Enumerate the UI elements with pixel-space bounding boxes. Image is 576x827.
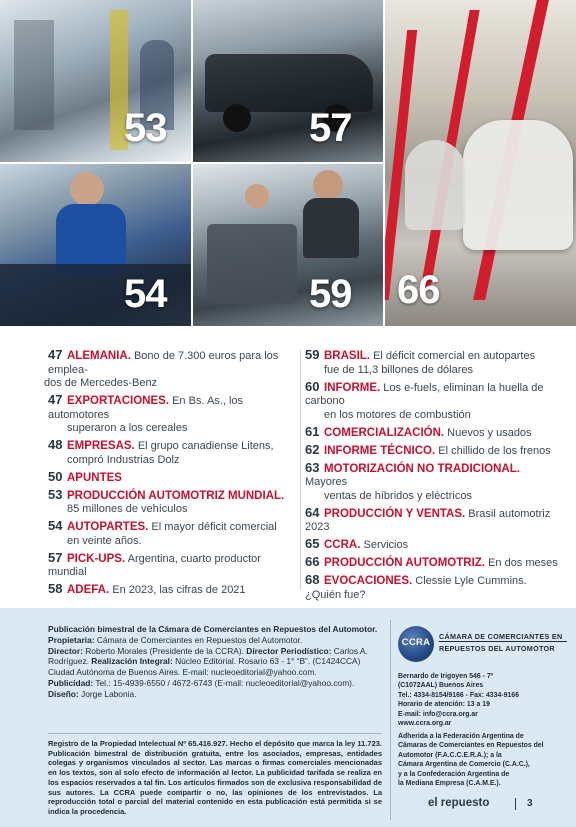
contact-hours: Horario de atención: 13 a 19 (398, 701, 490, 709)
photo-decor (303, 198, 359, 258)
page-number-label: 57 (309, 106, 352, 150)
toc-page-number: 60 (305, 378, 320, 394)
page-number-label: 59 (309, 272, 352, 316)
toc-description-cont: superaron a los cereales (67, 422, 188, 434)
photo-assembly-line-53[interactable] (0, 0, 191, 162)
integral-cont-line: Ciudad Autónoma de Buenos Aires. E-mail: nucleoeditorial@yahoo.com. (48, 667, 317, 678)
toc-entry[interactable] (305, 380, 563, 423)
toc-page-number: 65 (305, 536, 320, 551)
toc-title: INFORME. (324, 381, 381, 394)
contact-email-link[interactable]: E-mail: info@ccra.org.ar (398, 710, 478, 718)
toc-entry[interactable] (305, 461, 563, 504)
ads-label: Publicidad: (48, 677, 94, 688)
toc-entry[interactable] (48, 551, 298, 580)
periodistic-director-label: Director Periodístico: (246, 645, 332, 656)
page-number-label: 53 (124, 106, 167, 150)
toc-page-number: 47 (48, 392, 63, 407)
design-value: Jorge Labonia. (81, 688, 137, 699)
toc-entry[interactable] (48, 470, 298, 486)
toc-title: ADEFA. (67, 584, 110, 596)
toc-description: Mayores (305, 476, 348, 488)
toc-description-cont: en veinte años. (67, 534, 142, 547)
toc-page-number: 62 (305, 441, 320, 457)
toc-description: El grupo canadiense Litens, (137, 440, 274, 452)
toc-title: EMPRESAS. (67, 440, 135, 452)
ccra-logo-icon (398, 626, 434, 662)
toc-title: PRODUCCIÓN AUTOMOTRIZ MUNDIAL. (67, 489, 285, 502)
toc-description: Bono de 7.300 euros para los emplea- (48, 350, 279, 376)
ads-line (48, 678, 384, 689)
toc-entry[interactable] (48, 393, 298, 436)
toc-title: PRODUCCIÓN AUTOMOTRIZ. (324, 557, 485, 569)
toc-title: BRASIL. (324, 350, 370, 362)
affiliations (398, 732, 568, 788)
director-label: Director: (48, 645, 83, 656)
photo-decor (245, 184, 269, 208)
toc-title: EVOCACIONES. (324, 575, 413, 587)
toc-entry[interactable] (305, 537, 563, 553)
footer-divider (48, 733, 382, 734)
toc-title: CCRA. (324, 539, 361, 551)
page-number-label: 54 (124, 272, 167, 316)
toc-page-number: 68 (305, 572, 320, 587)
photo-decor (70, 172, 104, 206)
toc-entry[interactable] (305, 573, 563, 602)
toc-page-number: 47 (48, 347, 63, 362)
footer-vertical-divider (390, 620, 391, 820)
logo-rule (439, 641, 567, 642)
owner-value: Cámara de Comerciantes en Repuestos del Automotor. (96, 634, 303, 645)
toc-description-cont: dos de Mercedes-Benz (44, 377, 158, 389)
toc-page-number: 64 (305, 504, 320, 520)
toc-description-cont: fue de 11,3 billones de dólares (324, 363, 474, 376)
toc-description-cont: en los motores de combustión (324, 408, 471, 421)
toc-title: ALEMANIA. (67, 350, 131, 362)
ads-value: Tel.: 15-4939-6550 / 4672-6743 (E-mail: nucleoeditorial@yahoo.com). (95, 677, 355, 688)
toc-column-right (305, 348, 563, 605)
toc-title: AUTOPARTES. (67, 521, 149, 533)
toc-description: En Bs. As., los automotores (48, 395, 244, 421)
logo-acronym: CCRA (401, 637, 431, 648)
toc-title: MOTORIZACIÓN NO TRADICIONAL. (324, 462, 520, 475)
photo-car-line-66[interactable] (385, 0, 576, 326)
photo-decor (207, 224, 297, 304)
toc-entry[interactable] (305, 425, 563, 441)
page-number-label: 66 (397, 268, 440, 312)
affiliation-line: Cámara Argentina de Comercio (C.A.C.), (398, 761, 530, 769)
integral-label: Realización Integral: (91, 656, 173, 667)
owner-line (48, 635, 384, 646)
toc-description-cont: 85 millones de vehículos (67, 503, 188, 515)
toc-page-number: 61 (305, 423, 320, 439)
ccra-logo[interactable] (398, 626, 568, 662)
toc-page-number: 57 (48, 549, 63, 565)
toc-column-left (44, 347, 298, 600)
photo-decor (205, 54, 373, 112)
toc-entry[interactable] (44, 347, 298, 391)
director-value: Roberto Morales (Presidente de la CCRA). (85, 645, 244, 656)
masthead-footer (0, 608, 576, 827)
toc-page-number: 53 (48, 486, 63, 502)
toc-description: El déficit comercial en autopartes (373, 350, 536, 362)
contact-info (398, 672, 568, 728)
photo-decor (14, 20, 54, 130)
page-number: 3 (527, 798, 533, 809)
affiliation-line: Adherida a la Federación Argentina de (398, 733, 524, 740)
toc-description-cont: compró Industrias Dolz (67, 453, 180, 466)
photo-decor (313, 170, 343, 200)
toc-entry[interactable] (48, 488, 298, 517)
toc-entry[interactable] (48, 582, 298, 598)
periodistic-director-cont: Rodríguez. (48, 656, 89, 667)
toc-page-number: 54 (48, 518, 63, 533)
toc-title: PRODUCCIÓN Y VENTAS. (324, 507, 466, 520)
contact-phones: Tel.: 4334-8154/9166 - Fax: 4334-9166 (398, 691, 519, 699)
logo-line-1: CÁMARA DE COMERCIANTES EN (439, 632, 563, 641)
toc-description: Los e-fuels, eliminan la huella de carbono (305, 381, 544, 407)
toc-page-number: 63 (305, 459, 320, 475)
logo-line-2: REPUESTOS DEL AUTOMOTOR (439, 644, 555, 653)
affiliation-line: Automotor (F.A.C.C.E.R.A.); a la (398, 751, 502, 759)
design-line (48, 689, 384, 700)
toc-entry[interactable] (48, 438, 298, 467)
toc-title: INFORME TÉCNICO. (324, 444, 436, 457)
legal-notice: Registro de la Propiedad Intelectual Nº 65.416.927. Hecho el depósito que marca la ley 11.723. Publicación bimestral de distribución gratuita, entre los asociados, empresas, entidades colegas y organismos vinculados al sector. Las marcas o firmas comerciales mencionadas en los textos, son al solo efecto de información al lector. La publicidad tarifada se realiza en los espacios reservados a tal fin. Los artículos firmados son de exclusiva responsabilidad de sus autores. La CCRA puede compartir o no, las opiniones de los entrevistados. La reproducción total o parcial del material contenido en esta publicación está permitida si se indica la procedencia. (48, 739, 382, 816)
photo-pickup-assembly-57[interactable] (193, 0, 383, 162)
toc-title: EXPORTACIONES. (67, 395, 170, 407)
publication-heading: Publicación bimestral de la Cámara de Comerciantes en Repuestos del Automotor. (48, 624, 378, 634)
photo-engine-assembly-59[interactable] (193, 164, 383, 326)
toc-entry[interactable] (305, 443, 563, 459)
contact-address: Bernardo de Irigoyen 546 - 7º (398, 673, 494, 680)
toc-page-number: 50 (48, 468, 63, 484)
brand-separator (515, 798, 516, 810)
owner-label: Propietaria: (48, 634, 95, 645)
affiliation-line: la Mediana Empresa (C.A.M.E.). (398, 780, 501, 788)
logo-wordmark (439, 632, 562, 653)
magazine-brand: el repuesto (428, 797, 490, 809)
toc-description: Argentina, cuarto productor mundial (48, 552, 261, 578)
design-label: Diseño: (48, 688, 79, 699)
toc-description: El chillido de los frenos (438, 444, 551, 457)
photo-mosaic (0, 0, 576, 326)
toc-title: PICK-UPS. (67, 552, 126, 565)
toc-title: APUNTES (67, 471, 122, 484)
toc-description: Nuevos y usados (447, 426, 532, 439)
toc-page-number: 59 (305, 347, 320, 362)
integral-value: Núcleo Editorial. Rosario 63 - 1° “B”. (C1424CCA) (175, 656, 361, 667)
toc-entry[interactable] (305, 555, 563, 571)
toc-page-number: 48 (48, 437, 63, 452)
toc-description: Clessie Lyle Cummins. ¿Quién fue? (305, 575, 527, 601)
photo-worker-parts-54[interactable] (0, 164, 191, 326)
photo-decor (405, 140, 465, 230)
toc-title: COMERCIALIZACIÓN. (324, 426, 445, 439)
director-line (48, 646, 384, 657)
integral-line (48, 656, 384, 667)
toc-description: Servicios (363, 539, 409, 551)
toc-description: En dos meses (488, 557, 558, 569)
toc-entry[interactable] (48, 519, 298, 548)
toc-description: En 2023, las cifras de 2021 (112, 584, 246, 596)
toc-entry[interactable] (305, 506, 563, 535)
affiliation-line: Cámaras de Comerciantes en Repuestos del (398, 742, 544, 750)
index-divider (300, 350, 301, 590)
toc-page-number: 58 (48, 581, 63, 596)
photo-decor (223, 104, 251, 132)
toc-description-cont: ventas de híbridos y eléctricos (324, 489, 472, 502)
toc-entry[interactable] (305, 348, 563, 377)
periodistic-director-value: Carlos A. (333, 645, 368, 656)
toc-description: Brasil automotriz 2023 (305, 507, 551, 533)
contact-web-link[interactable]: www.ccra.org.ar (398, 720, 452, 728)
toc-page-number: 66 (305, 554, 320, 569)
affiliation-line: y a la Confederación Argentina de (398, 770, 510, 778)
publication-credits (48, 624, 384, 700)
contact-city: (C1072AAL) Buenos Aires (398, 682, 484, 690)
photo-decor (463, 120, 573, 250)
toc-description: El mayor déficit comercial (151, 521, 277, 533)
